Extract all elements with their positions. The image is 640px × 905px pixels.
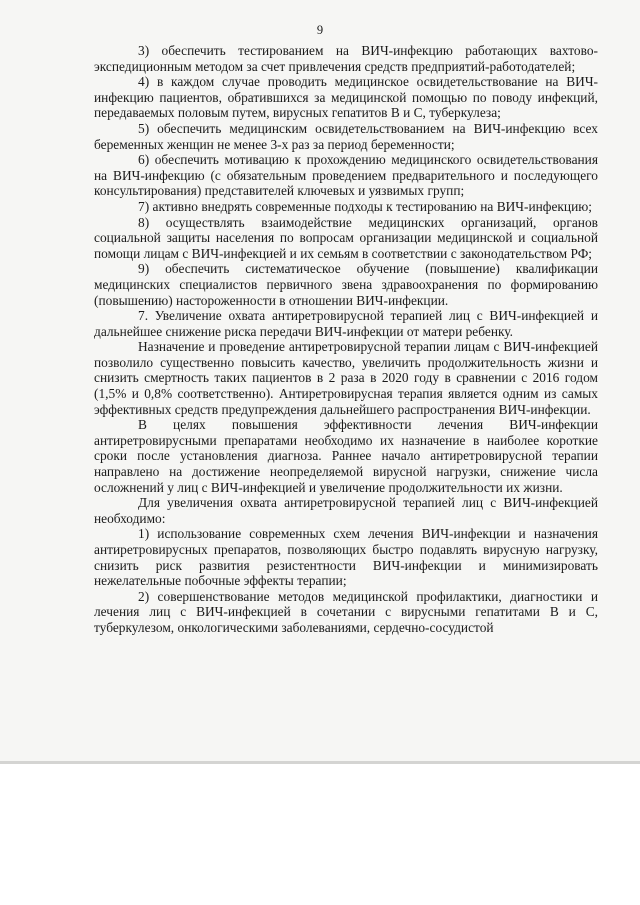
paragraph-art-effect: Назначение и проведение антиретровирусной терапии лицам с ВИЧ-инфекцией позволило существенно повысить качество, увеличить продолжительность жизни и снизить смертность таких пациентов в 2 раза в 2020 году в сравнении с 2016 годом (1,5% и 0,8% соответственно). Антиретровирусная терапия является одним из самых эффективных средств предупреждения дальнейшего распространения ВИЧ-инфекции. [94, 339, 598, 417]
paragraph-item-3: 3) обеспечить тестированием на ВИЧ-инфекцию работающих вахтово-экспедиционным методом за счет привлечения средств предприятий-работодателей; [94, 43, 598, 74]
paragraph-need-2: 2) совершенствование методов медицинской профилактики, диагностики и лечения лиц с ВИЧ-инфекцией в сочетании с вирусными гепатитами В и С, туберкулезом, онкологическими заболеваниями, сердечно-сосудистой [94, 588, 598, 635]
paragraph-item-5: 5) обеспечить медицинским освидетельствованием на ВИЧ-инфекцию всех беременных женщин не менее 3-х раз за период беременности; [94, 120, 598, 152]
paragraph-item-6: 6) обеспечить мотивацию к прохождению медицинского освидетельствования на ВИЧ-инфекцию (с обязательным проведением предварительного и последующего консультирования) представителей ключевых и уязвимых групп; [94, 152, 598, 199]
paragraph-need-1: 1) использование современных схем лечения ВИЧ-инфекции и назначения антиретровирусных препаратов, позволяющих быстро подавлять вирусную нагрузку, снизить риск развития резистентности ВИЧ-инфекции и минимизировать нежелательные побочные эффекты терапии; [94, 526, 598, 589]
scan-bottom-edge [0, 761, 640, 764]
section-heading-7: 7. Увеличение охвата антиретровирусной терапией лиц с ВИЧ-инфекцией и дальнейшее снижение риска передачи ВИЧ-инфекции от матери ребенку. [94, 308, 598, 339]
paragraph-item-9: 9) обеспечить систематическое обучение (повышение) квалификации медицинских специалистов первичного звена здравоохранения по формированию (повышению) настороженности в отношении ВИЧ-инфекции. [94, 261, 598, 308]
paragraph-item-4: 4) в каждом случае проводить медицинское освидетельствование на ВИЧ-инфекцию пациентов, обратившихся за медицинской помощью по поводу инфекций, передаваемых половым путем, вирусных гепатитов В и С, туберкулеза; [94, 74, 598, 121]
page-number: 9 [316, 23, 324, 37]
document-body [94, 43, 598, 636]
paragraph-early-start: В целях повышения эффективности лечения ВИЧ-инфекции антиретровирусными препаратами необходимо их назначение в наиболее короткие сроки после установления диагноза. Раннее начало антиретровирусной терапии направлено на достижение неопределяемой вирусной нагрузки, снижение числа осложнений у лиц с ВИЧ-инфекцией и увеличение продолжительности их жизни. [94, 417, 598, 495]
paragraph-item-7: 7) активно внедрять современные подходы к тестированию на ВИЧ-инфекцию; [138, 198, 592, 214]
paragraph-needs-intro: Для увеличения охвата антиретровирусной терапией лиц с ВИЧ-инфекцией необходимо: [94, 495, 598, 526]
paragraph-item-8: 8) осуществлять взаимодействие медицинских организаций, органов социальной защиты населения по вопросам организации медицинской и социальной помощи лицам с ВИЧ-инфекцией и их семьям в соответствии с законодательством РФ; [94, 214, 598, 261]
